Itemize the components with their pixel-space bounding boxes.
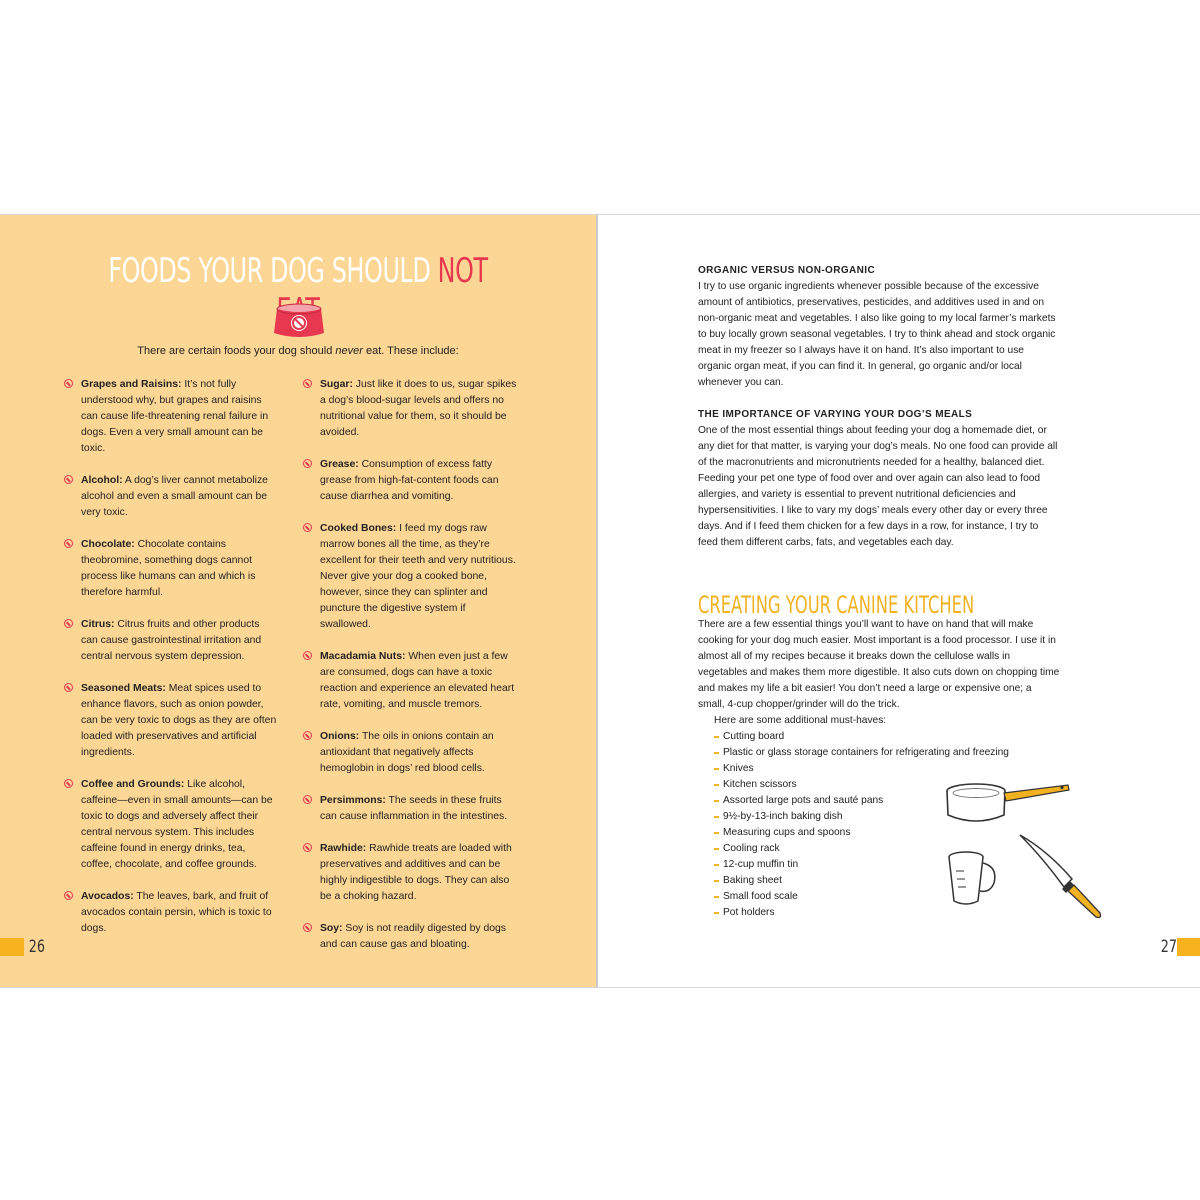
musthave-intro: Here are some additional must-haves: (714, 715, 887, 726)
intro-part-1: There are certain foods your dog should (137, 345, 336, 357)
item-term: Grease: (320, 459, 359, 470)
list-item: Cutting board (714, 729, 1060, 745)
item-term: Coffee and Grounds: (81, 779, 185, 790)
page-tab-marker (1177, 938, 1200, 956)
left-page (0, 215, 598, 987)
item-term: Seasoned Meats: (81, 683, 166, 694)
item-term: Soy: (320, 923, 343, 934)
item-term: Persimmons: (320, 795, 386, 806)
book-spread (0, 214, 1200, 988)
item-term: Citrus: (81, 619, 115, 630)
item-text: Like alcohol, caffeine—even in small amounts—can be toxic to dogs and adversely affect their central nervous system. This includes caffeine found in energy drinks, tea, coffee, chocolate, and coffee grounds. (81, 779, 273, 870)
item-term: Macadamia Nuts: (320, 651, 406, 662)
list-item: Kitchen scissors (714, 777, 1060, 793)
list-item (303, 793, 518, 825)
varying-meals-section (698, 407, 1060, 551)
item-text: The oils in onions contain an antioxidant that negatively affects hemoglobin in dogs’ red blood cells. (320, 731, 494, 774)
organic-section (698, 263, 1060, 391)
list-item: 9½-by-13-inch baking dish (714, 809, 1060, 825)
item-text: Citrus fruits and other products can cause gastrointestinal irritation and central nervous system depression. (81, 619, 262, 662)
section-body: I try to use organic ingredients whenever possible because of the excessive amount of antibiotics, preservatives, pesticides, and additives used in and on non-organic meat and vegetables. I also like going to my local farmer’s markets to buy locally grown seasonal vegetables. I try to think ahead and stock organic meat in my freezer so I always have it on hand. It’s also important to use organic organ meat, if you can find it. In general, go organic and/or local whenever you can. (698, 281, 1056, 388)
list-item: Measuring cups and spoons (714, 825, 1060, 841)
dog-bowl-icon (272, 303, 326, 339)
item-text: I feed my dogs raw marrow bones all the time, as they’re excellent for their teeth and very nutritious. Never give your dog a cooked bone, however, since they can splinter and puncture the digestive system if swallowed. (320, 523, 516, 630)
saucepan-icon (944, 781, 1072, 829)
item-text: When even just a few are consumed, dogs can have a toxic reaction and experience an elevated heart rate, vomiting, and muscle tremors. (320, 651, 515, 710)
item-term: Sugar: (320, 379, 353, 390)
item-text: A dog’s liver cannot metabolize alcohol and even a small amount can be very toxic. (81, 475, 268, 518)
page-tab-marker (0, 938, 24, 956)
list-item: Assorted large pots and sauté pans (714, 793, 1060, 809)
list-item: Plastic or glass storage containers for refrigerating and freezing (714, 745, 1060, 761)
intro-part-2: eat. These include: (362, 345, 459, 357)
list-item: Small food scale (714, 889, 1060, 905)
intro-italic: never (335, 345, 363, 357)
list-item (64, 681, 279, 761)
list-item (303, 521, 518, 633)
prohibited-icon (64, 891, 73, 900)
list-item: Cooling rack (714, 841, 1060, 857)
page-number: 27 (1160, 937, 1177, 957)
right-page (600, 215, 1200, 987)
intro-text (0, 345, 596, 357)
prohibited-icon (303, 843, 312, 852)
kitchen-section (698, 617, 1060, 921)
prohibited-icon (64, 539, 73, 548)
list-item (64, 377, 279, 457)
item-text: It’s not fully understood why, but grapes and raisins can cause life-threatening renal failure in dogs. Even a very small amount can be toxic. (81, 379, 269, 454)
item-term: Alcohol: (81, 475, 123, 486)
item-text: The leaves, bark, and fruit of avocados contain persin, which is toxic to dogs. (81, 891, 272, 934)
prohibited-icon (303, 795, 312, 804)
section-heading: THE IMPORTANCE OF VARYING YOUR DOG’S MEALS (698, 409, 973, 420)
prohibited-icon (64, 683, 73, 692)
item-term: Avocados: (81, 891, 134, 902)
prohibited-icon (303, 731, 312, 740)
foods-column-1 (64, 377, 279, 953)
item-text: Rawhide treats are loaded with preservatives and additives and can be highly indigestible to dogs. They can also be a choking hazard. (320, 843, 512, 902)
item-term: Chocolate: (81, 539, 135, 550)
list-item: 12-cup muffin tin (714, 857, 1060, 873)
list-item (303, 729, 518, 777)
item-text: Consumption of excess fatty grease from high-fat-content foods can cause diarrhea and vomiting. (320, 459, 499, 502)
title-part-1: FOODS YOUR DOG SHOULD (108, 251, 431, 291)
prohibited-icon (64, 619, 73, 628)
list-item (303, 921, 518, 953)
title-part-2: NOT (437, 251, 488, 291)
list-item (64, 777, 279, 873)
list-item (64, 617, 279, 665)
section-body: One of the most essential things about feeding your dog a homemade diet, or any diet for that matter, is varying your dog’s meals. No one food can provide all of the macronutrients and micronutrients needed for a healthy, balanced diet. Feeding your pet one type of food over and over again can also lead to food allergies, and variety is essential to prevent nutritional deficiencies and hypersensitivities. I like to vary my dogs’ meals every other day or every three days. And if I feed them chicken for a few days in a row, for instance, I try to feed them different carbs, fats, and vegetables each day. (698, 425, 1058, 548)
prohibited-icon (303, 459, 312, 468)
item-text: Chocolate contains theobromine, something dogs cannot process like humans can and which is therefore harmful. (81, 539, 256, 598)
kitchen-body: There are a few essential things you’ll want to have on hand that will make cooking for your dog much easier. Most important is a food processor. I use it in almost all of my recipes because it breaks down the cellulose walls in vegetables and makes them more digestible. It also cuts down on chopping time and makes my life a bit easier! You don’t need a large or expensive one; a small, 4-cup chopper/grinder will do the trick. (698, 619, 1060, 710)
page-number: 26 (28, 937, 45, 957)
list-item: Baking sheet (714, 873, 1060, 889)
kitchen-title: CREATING YOUR CANINE KITCHEN (698, 591, 975, 619)
item-text: Soy is not readily digested by dogs and can cause gas and bloating. (320, 923, 506, 950)
list-item (303, 649, 518, 713)
list-item (303, 841, 518, 905)
list-item (64, 889, 279, 937)
item-term: Cooked Bones: (320, 523, 397, 534)
prohibited-icon (303, 923, 312, 932)
item-term: Onions: (320, 731, 360, 742)
foods-column-2 (303, 377, 518, 969)
prohibited-icon (64, 379, 73, 388)
measuring-cup-icon (946, 849, 1002, 909)
prohibited-icon (64, 475, 73, 484)
item-term: Rawhide: (320, 843, 367, 854)
prohibited-icon (303, 523, 312, 532)
item-text: Meat spices used to enhance flavors, such as onion powder, can be very toxic to dogs as they are often loaded with preservatives and artificial ingredients. (81, 683, 277, 758)
list-item (303, 377, 518, 441)
prohibited-icon (64, 779, 73, 788)
list-item: Knives (714, 761, 1060, 777)
list-item: Pot holders (714, 905, 1060, 921)
list-item (303, 457, 518, 505)
knife-icon (1012, 831, 1104, 923)
prohibited-icon (303, 379, 312, 388)
list-item (64, 473, 279, 521)
list-item (64, 537, 279, 601)
item-text: Just like it does to us, sugar spikes a dog’s blood-sugar levels and offers no nutritional value for them, so it should be avoided. (320, 379, 517, 438)
section-heading: ORGANIC VERSUS NON-ORGANIC (698, 265, 876, 276)
prohibited-icon (303, 651, 312, 660)
item-text: The seeds in these fruits can cause inflammation in the intestines. (320, 795, 508, 822)
item-term: Grapes and Raisins: (81, 379, 182, 390)
